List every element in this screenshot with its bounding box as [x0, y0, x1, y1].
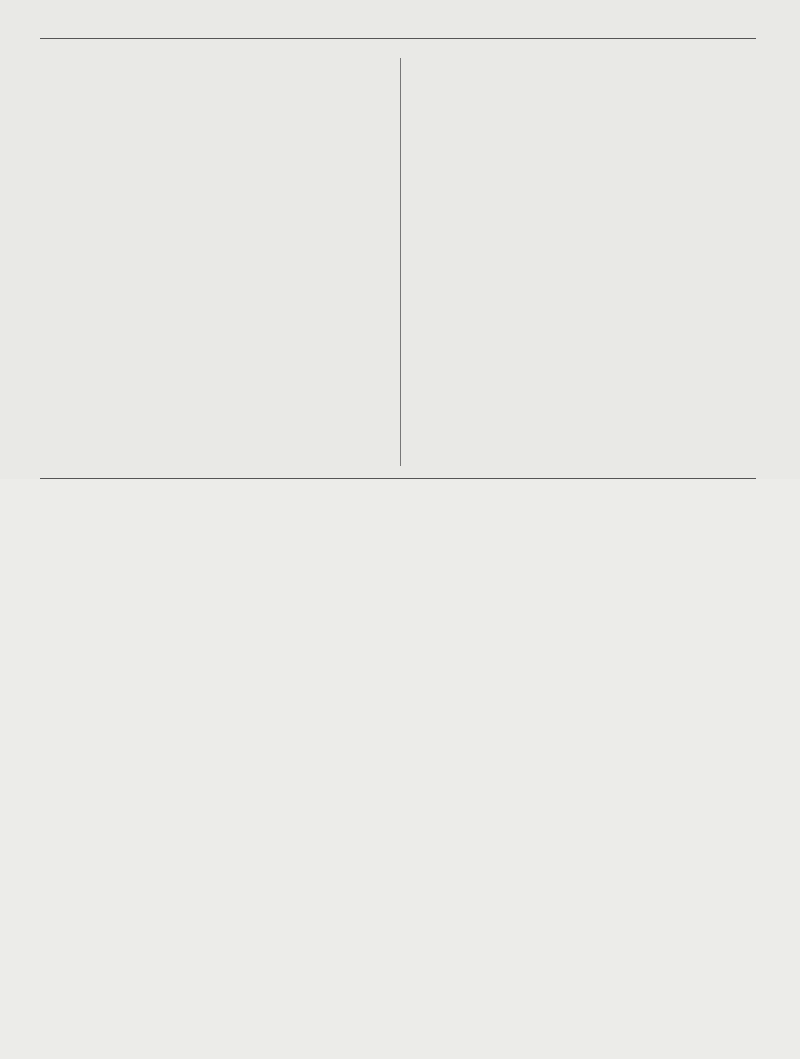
section-separator-stars	[410, 66, 762, 79]
section-separator-stars	[42, 60, 394, 73]
left-column	[42, 60, 394, 79]
column-divider	[400, 58, 401, 466]
running-header	[40, 12, 756, 39]
advertisement	[0, 479, 800, 1059]
right-column	[410, 60, 762, 79]
ad-tagline-side	[30, 529, 56, 984]
